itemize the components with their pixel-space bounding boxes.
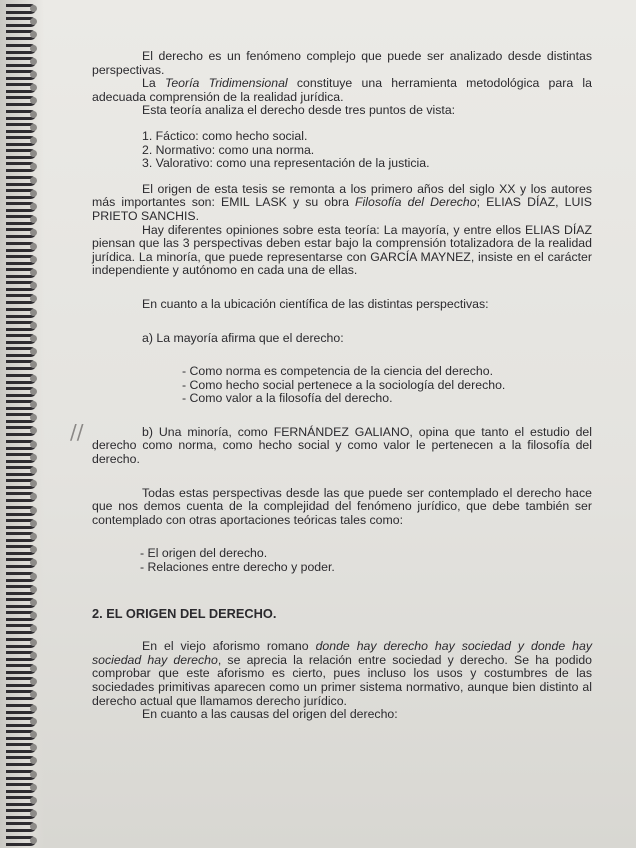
binding-hole <box>30 401 37 408</box>
binding-hole <box>30 335 37 342</box>
paragraph-10-start: En el viejo aforismo romano <box>142 639 316 654</box>
binding-hole <box>30 573 37 580</box>
binding-hole <box>30 731 37 738</box>
binding-hole <box>30 599 37 606</box>
paragraph-2 <box>92 77 592 104</box>
binding-hole <box>30 493 37 500</box>
binding-hole <box>30 718 37 725</box>
list-item: - El origen del derecho. <box>140 546 268 561</box>
paragraph-4-start: El origen de esta tesis se remonta a los primero años del siglo XX y los autores más importantes son: EMIL LASK y su obra <box>92 181 592 210</box>
binding-hole <box>30 757 37 764</box>
binding-hole <box>30 678 37 685</box>
binding-hole <box>30 467 37 474</box>
binding-hole <box>30 441 37 448</box>
binding-hole <box>30 427 37 434</box>
binding-hole <box>30 256 37 263</box>
binding-hole <box>30 559 37 566</box>
other-contributions-list <box>140 547 592 574</box>
binding-hole <box>30 639 37 646</box>
binding-hole <box>30 705 37 712</box>
paragraph-4 <box>92 183 592 224</box>
binding-hole <box>30 282 37 289</box>
document-text <box>92 50 592 722</box>
majority-list <box>182 365 592 406</box>
binding-hole <box>30 507 37 514</box>
list-item: - Como valor a la filosofía del derecho. <box>182 391 393 406</box>
binding-hole <box>30 71 37 78</box>
paragraph-1: El derecho es un fenómeno complejo que puede ser analizado desde distintas perspectivas. <box>92 49 592 77</box>
binding-hole <box>30 823 37 830</box>
paragraph-2-start: La <box>142 76 165 91</box>
binding-hole <box>30 375 37 382</box>
binding-hole <box>30 203 37 210</box>
binding-hole <box>30 480 37 487</box>
binding-hole <box>30 625 37 632</box>
binding-hole <box>30 177 37 184</box>
binding-hole <box>30 612 37 619</box>
binding-hole <box>30 837 37 844</box>
binding-hole <box>30 810 37 817</box>
binding-hole <box>30 546 37 553</box>
binding-hole <box>30 137 37 144</box>
paragraph-7: a) La mayoría afirma que el derecho: <box>142 330 344 345</box>
list-item: - Como norma es competencia de la ciencia del derecho. <box>182 364 494 379</box>
paragraph-2-end: constituye una herramienta metodológica para la adecuada comprensión de la realidad jurídica. <box>92 76 592 104</box>
paragraph-8: b) Una minoría, como FERNÁNDEZ GALIANO, opina que tanto el estudio del derecho como norma, como hecho social y como valor le pertenecen a la filosofía del derecho. <box>92 424 592 467</box>
spiral-binding <box>0 0 44 848</box>
binding-hole <box>30 348 37 355</box>
paragraph-4-emphasis: Filosofía del Derecho <box>355 195 477 210</box>
binding-hole <box>30 533 37 540</box>
list-item: 3. Valorativo: como una representación de la justicia. <box>142 156 430 171</box>
paragraph-5: Hay diferentes opiniones sobre esta teoría: La mayoría, y entre ellos ELIAS DÍAZ piensan que las 3 perspectivas deben estar bajo la comprensión totalizadora de la realidad jurídica. La minoría, que puede representarse con GARCÍA MAYNEZ, insiste en el carácter independiente y autónomo en cada una de ellas. <box>92 222 592 278</box>
handwritten-mark: // <box>70 420 84 444</box>
binding-hole <box>30 31 37 38</box>
paragraph-3: Esta teoría analiza el derecho desde tres puntos de vista: <box>142 103 456 118</box>
binding-hole <box>30 691 37 698</box>
list-item: - Relaciones entre derecho y poder. <box>140 560 335 575</box>
binding-hole <box>30 454 37 461</box>
binding-hole <box>30 269 37 276</box>
binding-hole <box>30 190 37 197</box>
binding-hole <box>30 295 37 302</box>
binding-hole <box>30 361 37 368</box>
binding-hole <box>30 771 37 778</box>
paragraph-10 <box>92 640 592 708</box>
binding-hole <box>30 243 37 250</box>
binding-hole <box>30 18 37 25</box>
binding-hole <box>30 216 37 223</box>
binding-hole <box>30 309 37 316</box>
binding-hole <box>30 388 37 395</box>
list-item: 1. Fáctico: como hecho social. <box>142 128 308 143</box>
binding-hole <box>30 414 37 421</box>
section-heading: 2. EL ORIGEN DEL DERECHO. <box>92 605 277 621</box>
binding-hole <box>30 797 37 804</box>
binding-hole <box>30 665 37 672</box>
paragraph-10-end: , se aprecia la relación entre sociedad y derecho. Se ha podido comprobar que este aforismo es cierto, pues incluso los usos y costumbres de las sociedades primitivas aparecen como un primer sistema normativo, aunque bien distinto al derecho actual que llamamos derecho jurídico. <box>92 652 592 708</box>
binding-hole <box>30 744 37 751</box>
binding-hole <box>30 652 37 659</box>
binding-hole <box>30 124 37 131</box>
binding-hole <box>30 84 37 91</box>
paragraph-6: En cuanto a la ubicación científica de las distintas perspectivas: <box>142 296 489 311</box>
binding-hole <box>30 150 37 157</box>
binding-hole <box>30 784 37 791</box>
paragraph-10-emphasis: donde hay derecho hay sociedad y donde hay sociedad hay derecho <box>92 639 592 667</box>
list-item: 2. Normativo: como una norma. <box>142 142 315 157</box>
binding-hole <box>30 322 37 329</box>
binding-hole <box>30 229 37 236</box>
binding-hole <box>30 111 37 118</box>
binding-hole <box>30 97 37 104</box>
paragraph-9: Todas estas perspectivas desde las que puede ser contemplado el derecho hace que nos demos cuenta de la complejidad del fenómeno jurídico, que debe también ser contemplado con otras aportaciones teóricas tales como: <box>92 485 592 527</box>
paragraph-4-end: ; ELIAS DÍAZ, LUIS PRIETO SANCHIS. <box>92 195 592 223</box>
list-item: - Como hecho social pertenece a la sociología del derecho. <box>182 377 506 392</box>
paragraph-2-emphasis: Teoría Tridimensional <box>164 76 288 91</box>
binding-hole <box>30 5 37 12</box>
binding-hole <box>30 520 37 527</box>
binding-hole <box>30 586 37 593</box>
paragraph-11: En cuanto a las causas del origen del derecho: <box>142 707 398 722</box>
binding-hole <box>30 163 37 170</box>
binding-hole <box>30 45 37 52</box>
viewpoints-list <box>142 130 592 171</box>
binding-hole <box>30 58 37 65</box>
